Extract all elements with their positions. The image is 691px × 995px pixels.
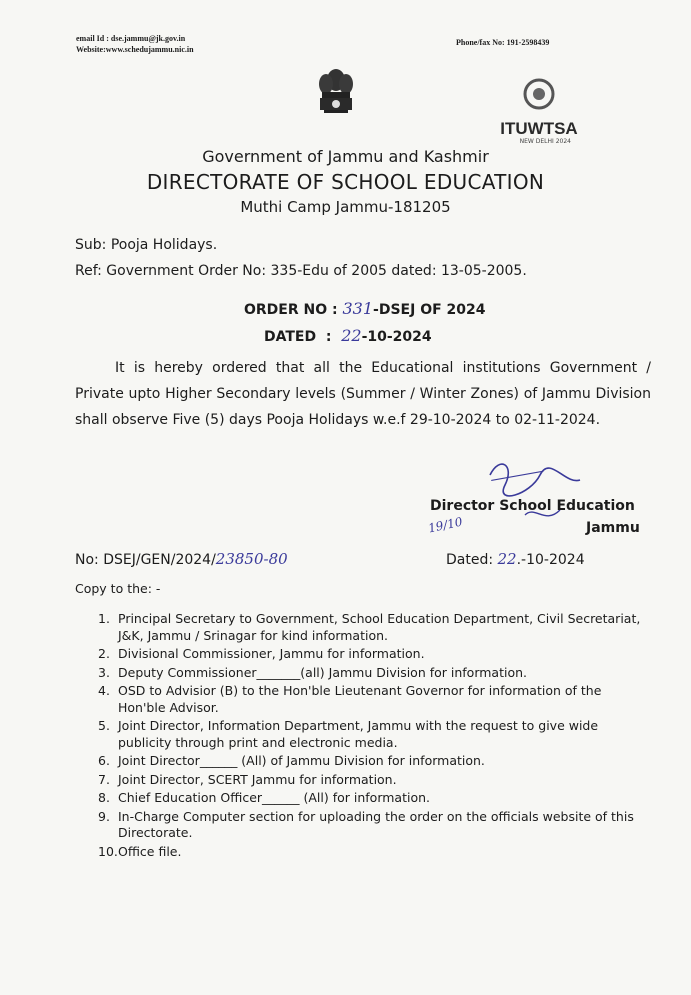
list-item-number: 1.	[98, 611, 110, 626]
order-dated-label: DATED :	[264, 329, 342, 345]
govt-line: Government of Jammu and Kashmir	[202, 147, 489, 166]
list-item-text: In-Charge Computer section for uploading the order on the officials website of this Directorate.	[118, 808, 634, 840]
list-item	[76, 646, 652, 663]
list-item-text: Principal Secretary to Government, School Education Department, Civil Secretariat, J&K, Jammu / Srinagar for kind information.	[118, 611, 641, 643]
dispatch-no-handwritten: 23850-80	[215, 550, 288, 568]
sub-ref-block	[75, 232, 527, 284]
list-item-text: Joint Director, SCERT Jammu for information.	[118, 771, 397, 787]
dispatch-date	[446, 550, 585, 568]
order-no-label: ORDER NO :	[244, 302, 343, 318]
list-item-number: 6.	[98, 753, 110, 768]
signature-scribble: ⸻	[486, 458, 545, 493]
ituwtsa-logo-text: ITUWTSA	[500, 119, 578, 138]
email-text: email Id : dse.jammu@jk.gov.in	[76, 34, 186, 43]
copy-to-label: Copy to the: -	[75, 581, 161, 596]
reference-line: Ref: Government Order No: 335-Edu of 2005 dated: 13-05-2005.	[75, 263, 527, 279]
list-item-text: Chief Education Officer______ (All) for information.	[118, 790, 430, 805]
subject-line: Sub: Pooja Holidays.	[75, 237, 218, 253]
list-item	[76, 753, 652, 770]
dispatch-dated-label: Dated:	[446, 552, 498, 568]
list-item	[76, 790, 652, 807]
signatory-title: Director School Education	[430, 498, 635, 514]
copy-list-container	[76, 611, 652, 862]
ituwtsa-logo	[497, 76, 581, 148]
dispatch-dated-handwritten: 22	[497, 550, 517, 568]
order-number	[244, 296, 486, 323]
national-emblem-icon	[314, 62, 358, 124]
order-body: It is hereby ordered that all the Educational institutions Government / Private upto Higher Secondary levels (Summer / Winter Zones) of Jammu Division shall observe Five (5) days Pooja Holidays w.e.f 29-10-2024 to 02-11-2024.	[75, 360, 651, 428]
list-item-number: 7.	[98, 771, 110, 787]
address-line: Muthi Camp Jammu-181205	[240, 198, 451, 216]
contact-block	[76, 33, 194, 55]
phone-text: Phone/fax No: 191-2598439	[456, 38, 550, 47]
dispatch-no-label: No: DSEJ/GEN/2024/	[75, 552, 216, 568]
list-item	[76, 611, 652, 644]
list-item-number: 9.	[98, 808, 110, 824]
list-item-number: 3.	[98, 664, 110, 680]
order-block	[244, 296, 486, 350]
list-item-text: Deputy Commissioner_______(all) Jammu Division for information.	[118, 664, 527, 680]
copy-list	[76, 611, 652, 860]
list-item	[76, 665, 652, 682]
list-item-text: Office file.	[118, 843, 182, 859]
list-item	[76, 683, 652, 716]
letterhead-title	[0, 146, 691, 218]
list-item-text: Joint Director______ (All) of Jammu Division for information.	[118, 753, 485, 768]
list-item-number: 8.	[98, 790, 110, 805]
list-item	[76, 809, 652, 842]
list-item-text: Divisional Commissioner, Jammu for information.	[118, 646, 425, 661]
list-item-text: Joint Director, Information Department, Jammu with the request to give wide publicity through print and electronic media.	[118, 718, 599, 750]
order-dated-handwritten: 22	[341, 326, 362, 345]
order-dated-suffix: -10-2024	[361, 329, 432, 345]
list-item-number: 4.	[98, 683, 110, 698]
signatory-place: Jammu	[586, 520, 640, 536]
directorate-line: DIRECTORATE OF SCHOOL EDUCATION	[146, 170, 545, 194]
list-item	[76, 772, 652, 789]
order-no-handwritten: 331	[342, 299, 374, 318]
list-item	[76, 844, 652, 861]
order-no-suffix: -DSEJ OF 2024	[373, 302, 486, 318]
list-item-number: 10.	[98, 843, 118, 859]
website-text: Website:www.schedujammu.nic.in	[76, 45, 194, 54]
ituwtsa-logo-sub: NEW DELHI 2024	[519, 138, 571, 145]
list-item	[76, 718, 652, 751]
list-item-number: 2.	[98, 646, 110, 661]
list-item-number: 5.	[98, 718, 110, 733]
order-date	[244, 323, 486, 350]
signature-initial-date: 19/10	[426, 514, 464, 536]
ituwtsa-emblem-icon	[497, 76, 581, 116]
dispatch-dated-suffix: .-10-2024	[516, 552, 585, 568]
list-item-text: OSD to Advisior (B) to the Hon'ble Lieutenant Governor for information of the Hon'ble Advisor.	[118, 683, 602, 715]
dispatch-number	[75, 550, 288, 568]
